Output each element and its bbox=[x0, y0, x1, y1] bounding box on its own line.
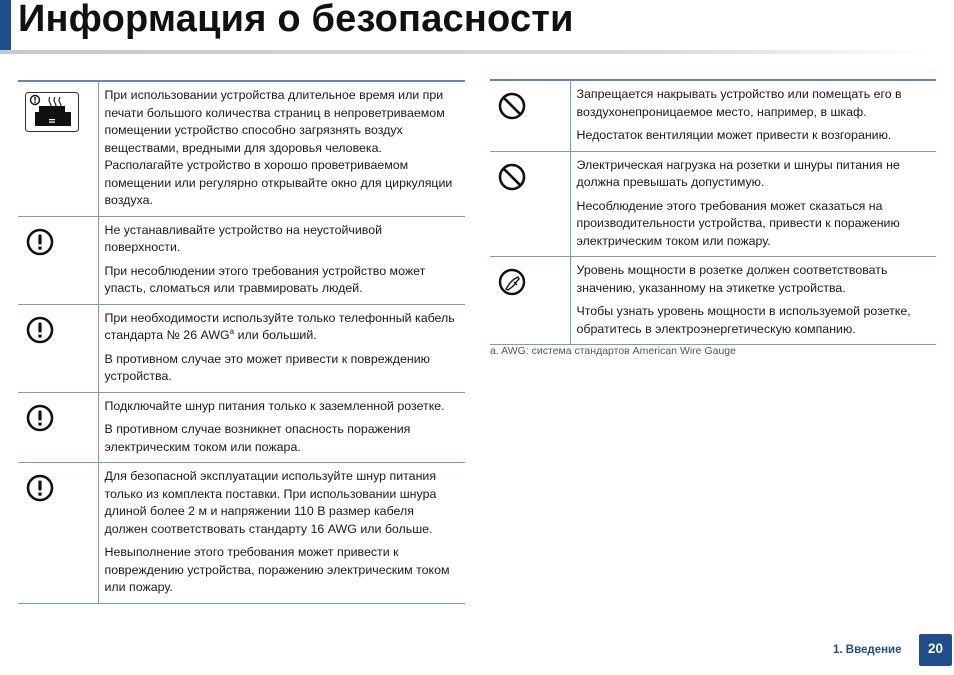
safety-text: В противном случае возникнет опасность поражения электрическим током или пожара. bbox=[104, 422, 411, 454]
page-number: 20 bbox=[919, 634, 952, 666]
safety-text: Невыполнение этого требования может привести к повреждению устройства, поражению электрическим током или пожару. bbox=[104, 545, 450, 594]
footer-section-link[interactable]: 1. Введение bbox=[833, 644, 902, 656]
safety-text: Недостаток вентиляции может привести к возгоранию. bbox=[576, 128, 892, 142]
footnote-marker: a bbox=[229, 326, 235, 336]
safety-text: Не устанавливайте устройство на неустойчивой поверхности. bbox=[104, 222, 383, 254]
left-safety-table bbox=[18, 80, 465, 604]
table-row bbox=[490, 257, 936, 345]
safety-text bbox=[105, 310, 460, 345]
safety-text: Электрическая нагрузка на розетки и шнуры питания не должна превышать допустимую. bbox=[576, 157, 900, 189]
prohibited-icon bbox=[497, 162, 527, 192]
warning-exclamation-icon bbox=[25, 315, 55, 345]
safety-text: При использовании устройства длительное время или при печати большого количества страниц в непроветриваемом помещении устройство способно загрязнять воздух веществами, вредными для здоровья человека. Располагайте устройство в хорошо проветриваемом помещении или регулярно открывайте окно для циркуляции воздуха. bbox=[104, 88, 453, 207]
warning-exclamation-icon bbox=[25, 473, 55, 503]
do-not-touch-plug-icon bbox=[497, 267, 527, 297]
safety-text: Подключайте шнур питания только к заземленной розетке. bbox=[104, 398, 445, 413]
safety-text: Запрещается накрывать устройство или помещать его в воздухонепроницаемое место, например, в шкаф. bbox=[576, 87, 902, 119]
table-row bbox=[490, 80, 936, 151]
safety-text: В противном случае это может привести к повреждению устройства. bbox=[104, 351, 430, 383]
table-row bbox=[18, 463, 465, 604]
warning-exclamation-icon bbox=[25, 227, 55, 257]
table-row bbox=[18, 81, 465, 216]
title-underline bbox=[0, 50, 930, 54]
warning-exclamation-icon bbox=[25, 403, 55, 433]
table-row bbox=[490, 151, 936, 257]
table-row bbox=[18, 216, 465, 304]
safety-text: Уровень мощности в розетке должен соответствовать значению, указанному на этикетке устройства. bbox=[576, 263, 888, 295]
safety-text: Несоблюдение этого требования может сказаться на производительности устройства, привести к поражению электрическим током или пожару. bbox=[576, 198, 900, 248]
page-title: Информация о безопасности bbox=[18, 0, 574, 40]
table-row bbox=[18, 392, 465, 463]
safety-text-part: или больший. bbox=[234, 328, 317, 342]
safety-text: Чтобы узнать уровень мощности в используемой розетке, обратитесь в электроэнергетическую компанию. bbox=[576, 304, 911, 336]
machine-heat-warning-icon bbox=[25, 92, 79, 132]
right-safety-table bbox=[490, 79, 936, 345]
prohibited-icon bbox=[497, 91, 527, 121]
safety-text-part: При необходимости используйте только телефонный кабель стандарта № 26 AWG bbox=[104, 310, 455, 342]
table-row bbox=[18, 304, 465, 392]
title-accent-bar bbox=[0, 0, 11, 52]
safety-text: При несоблюдении этого требования устройство может упасть, сломаться или травмировать людей. bbox=[104, 263, 426, 295]
footnote: a. AWG: система стандартов American Wire Gauge bbox=[490, 345, 736, 357]
safety-text: Для безопасной эксплуатации используйте шнур питания только из комплекта поставки. При использовании шнура длиной более 2 м и напряжении 110 В размер кабеля должен соответствовать стандарту 16 AWG или больше. bbox=[104, 469, 437, 536]
